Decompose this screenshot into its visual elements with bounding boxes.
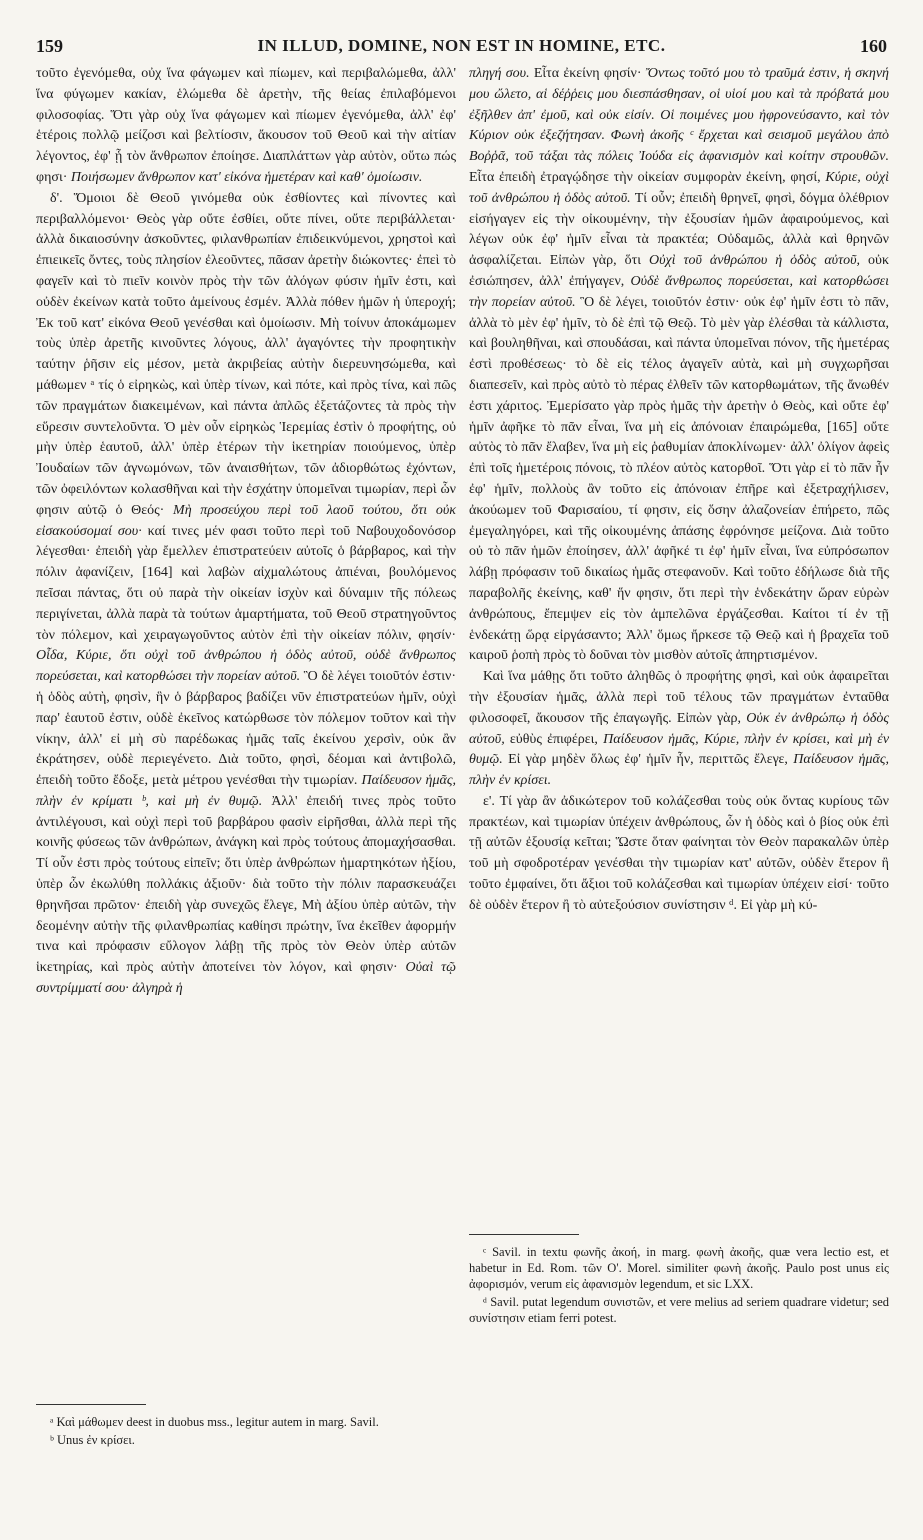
body-text: Εἶτα ἐπειδὴ ἐτραγῴδησε τὴν οἰκείαν συμφορὰν ἐκείνη, φησί, <box>469 169 821 185</box>
footnote: ᵇ Unus ἐν κρίσει. <box>50 1433 135 1447</box>
scripture-quote: Κύριε, οὐχὶ τοῦ ἀνθρώπου ἡ ὁδὸς αὐτοῦ. <box>469 169 889 206</box>
scripture-quote: Οὐδὲ ἄνθρωπος πορεύσεται, καὶ κατορθώσει τὴν πορείαν αὐτοῦ. <box>469 273 889 310</box>
scripture-quote: Ὄντως τοῦτό μου τὸ τραῦμά ἐστιν, ἡ σκηνή μου ὤλετο, αἱ δέῤῥεις μου διεσπάσθησαν, οἱ υἱοί μου καὶ τὰ πρόβατά μου ἐξῆλθεν ἀπ' ἐμοῦ, καὶ οὐκ εἰσίν. Οἱ ποιμένες μου ἠφρονεύσαντο, καὶ τὸν Κύριον οὐκ ἐξεζήτησαν. Φωνὴ ἀκοῆς ᶜ ἔρχεται καὶ σεισμοῦ μεγάλου ἀπὸ Βοῤῥᾶ, τοῦ τάξαι τὰς πόλεις Ἰούδα εἰς ἀφανισμὸν καὶ κοίτην στρουθῶν. <box>469 66 889 165</box>
footnote-rule <box>469 1234 579 1235</box>
scripture-quote: Οὐαὶ τῷ συντρίμματί σου· ἀλγηρὰ ἡ <box>36 960 457 997</box>
page-number-left: 159 <box>36 35 63 56</box>
scripture-quote: Ποιήσωμεν ἄνθρωπον κατ' εἰκόνα ἡμετέραν καὶ καθ' ὁμοίωσιν. <box>70 169 423 185</box>
paragraph <box>469 792 889 917</box>
footnotes-right <box>469 1244 889 1328</box>
scripture-quote: Οὐκ ἐν ἀνθρώπῳ ἡ ὁδὸς αὐτοῦ, <box>469 710 890 747</box>
scripture-quote: Οἶδα, Κύριε, ὅτι οὐχὶ τοῦ ἀνθρώπου ἡ ὁδὸς αὐτοῦ, οὐδὲ ἄνθρωπος πορεύσεται, καὶ κατορθώσει τὴν πορείαν αὐτοῦ. <box>36 648 456 685</box>
scripture-quote: Οὐχὶ τοῦ ἀνθρώπου ἡ ὁδὸς αὐτοῦ, <box>648 253 861 269</box>
scripture-quote: Παίδευσον ἡμᾶς, πλὴν ἐν κρίσει. <box>469 752 890 789</box>
scripture-quote: πληγή σου. <box>469 66 530 81</box>
right-column <box>469 64 889 1244</box>
body-text: δ'. Ὅμοιοι δὲ Θεοῦ γινόμεθα οὐκ ἐσθίοντες καὶ πίνοντες καὶ περιβαλλόμενοι· Θεὸς γὰρ οὔτε ἐσθίει, οὔτε πίνει, οὔτε περιβάλλεται· ἀλλὰ δικαιοσύνην ἀσκοῦντες, φιλανθρωπίαν ἐπιδεικνύμενοι, χρηστοὶ καὶ ἐπιεικεῖς ὄντες, τοὺς πλησίον ἐλεοῦντες, πᾶσαν ἀρετὴν διώκοντες· ἐπεὶ τὸ φαγεῖν καὶ τὸ πιεῖν κοινὸν πρὸς τὴν τῶν ἀλόγων φύσιν ἡμῖν ἐστι, καὶ οὐδὲν ἐκείνων κατὰ τοῦτο ἀμείνους ἐσμέν. Ἀλλὰ πόθεν ἡμῶν ἡ ὑπεροχή; Ἐκ τοῦ κατ' εἰκόνα Θεοῦ γενέσθαι καὶ ὁμοίωσιν. Μὴ τοίνυν ἀποκάμωμεν τοὺς ὑπὲρ ἀρετῆς κινοῦντες λόγους, ἀλλ' ἀγαγόντες τὴν προφητικὴν ταύτην ῥῆσιν εἰς μέσον, μετὰ ἀκριβείας αὐτὴν διερευνησώμεθα, καὶ μάθωμεν ᵃ τίς ὁ εἰρηκὼς, καὶ ὑπὲρ τίνων, καὶ πότε, καὶ πρὸς τίνα, καὶ πῶς τῶν πραγμάτων διακειμένων, καὶ πάντα ἁπλῶς ἐξετάζοντες τὰ πρὸς τὴν εὕρεσιν συντελοῦντα. Ὁ μὲν οὖν εἰρηκὼς Ἱερεμίας ἐστὶν ὁ προφήτης, οὐ μὴν ὑπὲρ ἑαυτοῦ, ἀλλ' ὑπὲρ ἑτέρων τὴν ἱκετηρίαν ποιούμενος, ὑπὲρ Ἰουδαίων τῶν ἀγνωμόνων, τῶν ἀναισθήτων, τῶν ἀδιορθώτως ἐχόντων, τῶν ὀφειλόντων κολασθῆναι καὶ τὴν ἐσχάτην ὑπομεῖναι τιμωρίαν, περὶ ὧν φησιν αὐτῷ ὁ Θεός· <box>36 190 456 518</box>
paragraph <box>36 64 456 189</box>
paragraph <box>469 64 889 667</box>
scripture-quote: Μὴ προσεύχου περὶ τοῦ λαοῦ τούτου, ὅτι οὐκ εἰσακούσομαί σου· <box>36 502 457 539</box>
body-text: Εἰ γὰρ μηδὲν ὅλως ἐφ' ἡμῖν ἦν, περιττῶς ἔλεγε, <box>508 752 788 768</box>
paragraph <box>36 189 456 1000</box>
running-title: IN ILLUD, DOMINE, NON EST IN HOMINE, ETC. <box>257 36 666 55</box>
body-text: Ἀλλ' ἐπειδή τινες πρὸς τοῦτο ἀντιλέγουσι, καὶ οὐχὶ περὶ τοῦ βαρβάρου φασὶν εἰρῆσθαι, ἀλλὰ περὶ τῆς κοινῆς φύσεως τῶν ἀνθρώπων, ἀνάγκη καὶ πρὸς τούτους ἀπομαχήσασθαι. Τί οὖν ἐστι πρὸς τούτους εἰπεῖν; ὅτι ὑπὲρ ἀνθρώπων ἡμαρτηκότων ἠξίου, ὑπὲρ ὧν ἐκωλύθη πολλάκις ἀξιοῦν· διὰ τοῦτο τὴν πόλιν παρασκευάζει θρηνῆσαι πρῶτον· ἐπειδὴ γὰρ συνεχῶς ἔλεγε, Μὴ ἀξίου ὑπὲρ αὐτῶν, τὴν δεομένην αὐτὴν τῆς φιλανθρωπίας καθίησι πρώτην, ἵνα ἐκεῖθεν ἀφορμήν τινα καὶ πρόφασιν εὔλογον λάβῃ τῆς πρὸς τὸν Θεὸν ὑπὲρ αὐτῶν ἱκετηρίας, καὶ πρὸς αὐτὴν ἀποτείνει τὸν λόγον, καὶ φησιν· <box>36 793 457 976</box>
footnote-rule <box>36 1404 146 1405</box>
left-column <box>36 64 456 1419</box>
scripture-quote: Παίδευσον ἡμᾶς, πλὴν ἐν κρίματι ᵇ, καὶ μὴ ἐν θυμῷ. <box>36 773 457 809</box>
body-text: ε'. Τί γὰρ ἂν ἀδικώτερον τοῦ κολάζεσθαι τοὺς οὐκ ὄντας κυρίους τῶν πρακτέων, καὶ τιμωρίαν ὑπέχειν ἀνθρώπους, ὧν ἡ ὁδὸς καὶ ὁ βίος οὐκ ἐπὶ τῇ αὐτῶν ἐξουσίᾳ κεῖται; Ὥστε ὅταν φαίνηται τὸν Θεὸν παρακαλῶν ὑπὲρ τοῦ μὴ σφοδροτέραν γενέσθαι τὴν τιμωρίαν κατ' αὐτῶν, οὐδὲν ἕτερον ἢ τοῦτο ἐμφαίνει, ὅτι ἄξιοι τοῦ κολάζεσθαι καὶ τιμωρίαν ὑπέχειν εἰσί· τοῦτο δὲ οὐδὲν ἕτερον ἢ τὸ αὐτεξούσιον συνίστησιν ᵈ. Εἰ γὰρ μὴ κύ- <box>469 793 889 913</box>
body-text: Εἶτα ἐκείνη φησίν· <box>533 66 642 81</box>
body-text: τοῦτο ἐγενόμεθα, οὐχ ἵνα φάγωμεν καὶ πίωμεν, καὶ περιβαλώμεθα, ἀλλ' ἵνα φύγωμεν κακίαν, ἑλώμεθα δὲ ἀρετὴν, τῆς θείας ἐπιλαβόμενοι φιλοσοφίας. Ὅτι γὰρ οὐχ ἵνα φάγωμεν καὶ πίωμεν ἐγενόμεθα, ἀλλ' ἐφ' ἑτέροις πολλῷ μείζοσι καὶ βελτίοσιν, ἄκουσον τοῦ Θεοῦ καὶ τὴν αἰτίαν λέγοντος, ἐφ' ᾗ τὸν ἄνθρωπον ἐποίησε. Διαπλάττων γὰρ αὐτὸν, οὕτω πώς φησι· <box>36 66 456 185</box>
paragraph <box>469 667 889 792</box>
footnote: ᵃ Καὶ μάθωμεν deest in duobus mss., legitur autem in marg. Savil. <box>50 1415 379 1429</box>
body-text: Ὃ δὲ λέγει, τοιοῦτόν ἐστιν· οὐκ ἐφ' ἡμῖν ἐστι τὸ πᾶν, ἀλλὰ τὸ μὲν ἐφ' ἡμῖν, τὸ δὲ ἐπὶ τῷ Θεῷ. Τὸ μὲν γὰρ ἑλέσθαι τὰ κάλλιστα, καὶ βουληθῆναι, καὶ σπουδάσαι, καὶ πάντα ὑπομεῖναι πόνον, τῆς ἡμετέρας ἐστὶ προθέσεως· τὸ δὲ εἰς τέλος ἀγαγεῖν αὐτὰ, καὶ μὴ συγχωρῆσαι διαπεσεῖν, καὶ πρὸς αὐτὸ τὸ πέρας ἐλθεῖν τῶν κατορθωμάτων, τῆς ἄνωθέν ἐστι χάριτος. Ἐμερίσατο γὰρ πρὸς ἡμᾶς τὴν ἀρετὴν ὁ Θεὸς, καὶ οὔτε ἐφ' ἡμῖν ἀφῆκε τὸ πᾶν εἶναι, ἵνα μὴ εἰς ἀπόνοιαν ἐπαιρώμεθα, [165] οὔτε αὐτὸς τὸ πᾶν ἔλαβεν, ἵνα μὴ εἰς ῥαθυμίαν ἀποκλίνωμεν· ἀλλ' ὀλίγον ἀφεὶς ἐπὶ τοῖς ἡμετέροις πόνοις, τὸ πλέον αὐτὸς κατορθοῖ. Ὅτι γὰρ εἰ τὸ πᾶν ἦν ἐφ' ἡμῖν, πολλοὺς ἂν τοῦτο εἰς ἀπόνοιαν ἐπῆρε καὶ ἐξετραχήλισεν, ἀκούωμεν τοῦ Φαρισαίου, τί φησιν, εἰς ὅσην ἀλαζονείαν ἐπήρετο, πῶς ἐμεγαληγόρει, καὶ τῆς οἰκουμένης ἁπάσης ἐφρόνησε μείζονα. Διὰ τοῦτο οὐ τὸ πᾶν ἡμῶν ἐποίησεν, ἀλλ' ἀφῆκέ τι ἐφ' ἡμῖν εἶναι, ἵνα εὐπρόσωπον λάβῃ πρόφασιν τοῦ δικαίως ἡμᾶς στεφανοῦν. Καὶ τοῦτο ἐδήλωσε διὰ τῆς παραβολῆς ἐκείνης, καθ' ἥν φησιν, ὅτι περὶ τὴν ἑνδεκάτην ὥραν εὑρὼν ἀνθρώπους, ἔπεμψεν εἰς τὸν ἀμπελῶνα ἐργάζεσθαι. Καίτοι τί ἐν τῇ ἑνδεκάτῃ ὥρᾳ εἰργάσαντο; Ἀλλ' ὅμως ἤρκεσε τῷ Θεῷ καὶ ἡ βραχεῖα τοῦ καιροῦ ῥοπὴ πρὸς τὸ δοῦναι τὸν μισθὸν αὐτοῖς ἀπηρτισμένον. <box>469 294 889 664</box>
body-text: εὐθὺς ἐπιφέρει, <box>509 731 598 747</box>
running-head <box>36 34 887 58</box>
scripture-quote: Παίδευσον ἡμᾶς, Κύριε, πλὴν ἐν κρίσει, καὶ μὴ ἐν θυμῷ. <box>469 731 890 768</box>
footnotes-left <box>36 1414 456 1450</box>
footnote: ᶜ Savil. in textu φωνῆς ἀκοή, in marg. φωνὴ ἀκοῆς, quæ vera lectio est, et habetur in Ed. Rom. τῶν Ο'. Morel. similiter φωνὴ ἀκοῆς. Paulo post unus εἰς ἀφορισμόν, verum εἰς ἀφανισμὸν legendum, et sic LXX. <box>469 1245 889 1291</box>
body-text: Καὶ ἵνα μάθῃς ὅτι τοῦτο ἀληθῶς ὁ προφήτης φησὶ, καὶ οὐκ ἀφαιρεῖται τὴν ἐξουσίαν ἡμᾶς, ἀλλὰ περὶ τοῦ τέλους τῶν πραγμάτων ἐνταῦθα φιλοσοφεῖ, ἄκουσον τῆς ἐπαγωγῆς. Εἰπὼν γὰρ, <box>469 669 889 726</box>
body-text: Τί οὖν; ἐπειδὴ θρηνεῖ, φησὶ, δόγμα ὀλέθριον εἰσήγαγεν εἰς τὴν οἰκουμένην, τὴν ἐξουσίαν ἡμῶν ἀφαιρούμενος, καὶ λέγων οὐκ ἐφ' ἡμῖν εἶναι τὰ πρακτέα; Οὐδαμῶς, ἀλλὰ καὶ θρηνῶν ἀσφαλίζεται. Εἰπὼν γὰρ, ὅτι <box>469 190 890 269</box>
page-number-right: 160 <box>859 35 887 56</box>
body-text: Ὃ δὲ λέγει τοιοῦτόν ἐστιν· ἡ ὁδὸς αὐτὴ, φησὶν, ἣν ὁ βάρβαρος βαδίζει νῦν ἐπιστρατεύων ἡμῖν, οὐχὶ παρ' ἑαυτοῦ ἐστιν, οὐδὲ ἐκεῖνος κατώρθωσε τὸν πόλεμον τοῦτον καὶ τὴν νίκην, ἀλλ' εἰ μὴ σὺ παρέδωκας ἡμᾶς ταῖς ἐκείνου χερσὶν, οὐκ ἂν ἐκράτησεν, οὐδὲ περιεγένετο. Διὰ τοῦτο, φησὶ, δέομαι καὶ ἀντιβολῶ, ἐπειδὴ τοῦτο ἔδοξε, μετὰ μέτρου γενέσθαι τὴν τιμωρίαν. <box>36 669 456 789</box>
footnote: ᵈ Savil. putat legendum συνιστῶν, et vere melius ad seriem quadrare videtur; sed συνίστησιν etiam ferri potest. <box>469 1295 889 1325</box>
body-text: οὐκ ἐσιώπησεν, ἀλλ' ἐπήγαγεν, <box>469 253 890 289</box>
body-text: καί τινες μέν φασι τοῦτο περὶ τοῦ Ναβουχοδονόσορ λέγεσθαι· ἐπειδὴ γὰρ ἔμελλεν ἐπιστρατεύειν αὐτοῖς ὁ βάρβαρος, καὶ τὴν πόλιν ἀφανίζειν, [164] καὶ λαβὼν αἰχμαλώτους ἀπιέναι, βουλόμενος πεῖσαι πάντας, ὅτι οὐ παρὰ τὴν οἰκείαν ἰσχὺν καὶ δύναμιν τῆς πόλεως περιγίνεται, ἀλλὰ παρὰ τὰ τούτων ἁμαρτήματα, τοῦ Θεοῦ στρατηγοῦντος τὸν πόλεμον, καὶ χειραγωγοῦντος αὐτὸν ἐπὶ τὴν οἰκείαν πόλιν, φησίν· <box>36 523 457 643</box>
